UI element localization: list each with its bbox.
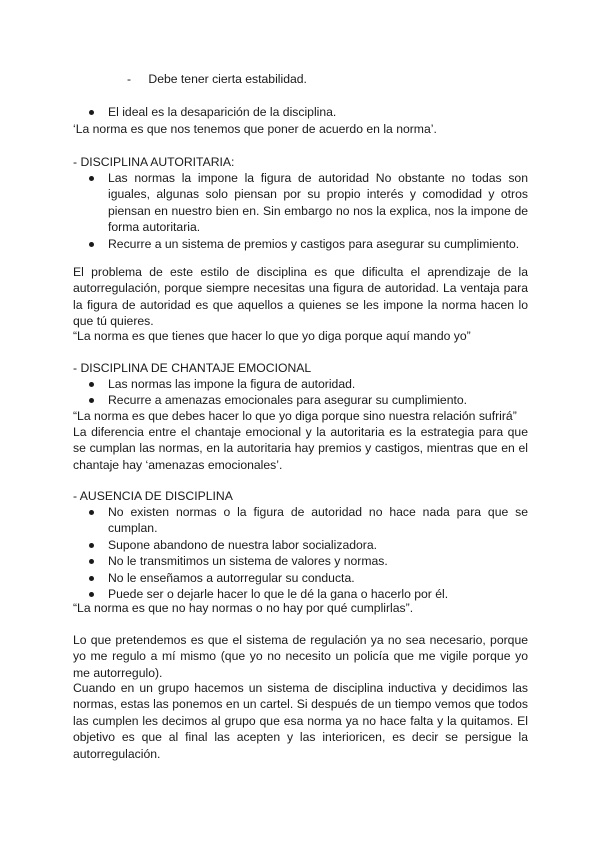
autoritaria-bullet-list xyxy=(73,170,528,252)
autoritaria-heading: - DISCIPLINA AUTORITARIA: xyxy=(73,155,235,169)
bullet-icon xyxy=(89,576,94,581)
dash-item-text: Debe tener cierta estabilidad. xyxy=(148,72,307,86)
dash-marker: - xyxy=(127,72,132,86)
bullet-text: Las normas la impone la figura de autoridad No obstante no todas son iguales, algunas solo piensan por su propio interés y comodidad y otros piensan en nuestro bien en. Sin embargo no nos la explica, nos la impone de forma autoritaria. xyxy=(108,171,528,235)
bullet-text: No le transmitimos un sistema de valores y normas. xyxy=(108,554,388,569)
bullet-item xyxy=(73,537,528,553)
dash-list-item xyxy=(127,71,307,87)
bullet-icon xyxy=(89,398,94,403)
bullet-text: No existen normas o la figura de autoridad no hace nada para que se cumplan. xyxy=(108,505,528,536)
chantaje-paragraph: La diferencia entre el chantaje emocional y la autoritaria es la estrategia para que se cumplan las normas, en la autoritaria hay premios y castigos, mientras que en el chantaje hay ‘amenazas emocionales’. xyxy=(73,425,528,472)
bullet-icon xyxy=(89,110,94,115)
bullet-item xyxy=(73,236,528,252)
ideal-bullet-list xyxy=(73,104,528,120)
autoritaria-paragraph: El problema de este estilo de disciplina es que dificulta el aprendizaje de la autorregulación, porque siempre necesitas una figura de autoridad. La ventaja para la figura de autoridad es que aquellos a quienes se les impone la norma hacen lo que tú quieres. xyxy=(73,265,528,329)
bullet-text: Supone abandono de nuestra labor socializadora. xyxy=(108,537,377,552)
bullet-icon xyxy=(89,543,94,548)
autoritaria-quote: “La norma es que tienes que hacer lo que yo diga porque aquí mando yo” xyxy=(73,329,471,343)
ideal-quote: ‘La norma es que nos tenemos que poner de acuerdo en la norma’. xyxy=(73,122,437,136)
bullet-text: Recurre a un sistema de premios y castigos para asegurar su cumplimiento. xyxy=(108,236,520,251)
closing-paragraph-2: Cuando en un grupo hacemos un sistema de disciplina inductiva y decidimos las normas, estas las ponemos en un cartel. Si después de un tiempo vemos que todos las cumplen les decimos al grupo que esa norma ya no hace falta y la quitamos. El objetivo es que al final las acepten y las interioricen, es decir se persigue la autorregulación. xyxy=(73,681,528,761)
bullet-icon xyxy=(89,176,94,181)
bullet-text: Las normas las impone la figura de autoridad. xyxy=(108,377,356,391)
bullet-icon xyxy=(89,242,94,247)
closing-paragraph-1: Lo que pretendemos es que el sistema de regulación ya no sea necesario, porque yo me regulo a mí mismo (que yo no necesito un policía que me vigile porque yo me autorregulo). xyxy=(73,633,528,680)
bullet-icon xyxy=(89,382,94,387)
bullet-text: El ideal es la desaparición de la disciplina. xyxy=(108,105,337,119)
bullet-icon xyxy=(89,510,94,515)
bullet-text: Puede ser o dejarle hacer lo que le dé la gana o hacerlo por él. xyxy=(108,587,449,602)
bullet-item xyxy=(73,170,528,236)
ausencia-heading: - AUSENCIA DE DISCIPLINA xyxy=(73,489,233,503)
bullet-text: Recurre a amenazas emocionales para asegurar su cumplimiento. xyxy=(108,393,468,408)
bullet-icon xyxy=(89,592,94,597)
chantaje-heading: - DISCIPLINA DE CHANTAJE EMOCIONAL xyxy=(73,361,312,375)
bullet-text: No le enseñamos a autorregular su conducta. xyxy=(108,570,355,585)
chantaje-bullet-list xyxy=(73,376,528,409)
ausencia-bullet-list xyxy=(73,504,528,602)
bullet-item xyxy=(73,392,528,408)
bullet-item xyxy=(73,376,528,392)
chantaje-quote: “La norma es que debes hacer lo que yo diga porque sino nuestra relación sufrirá” xyxy=(73,409,517,423)
bullet-icon xyxy=(89,559,94,564)
bullet-item xyxy=(73,104,528,120)
bullet-item xyxy=(73,553,528,569)
bullet-item xyxy=(73,504,528,537)
ausencia-quote: “La norma es que no hay normas o no hay por qué cumplirlas”. xyxy=(73,601,414,615)
bullet-item xyxy=(73,570,528,586)
